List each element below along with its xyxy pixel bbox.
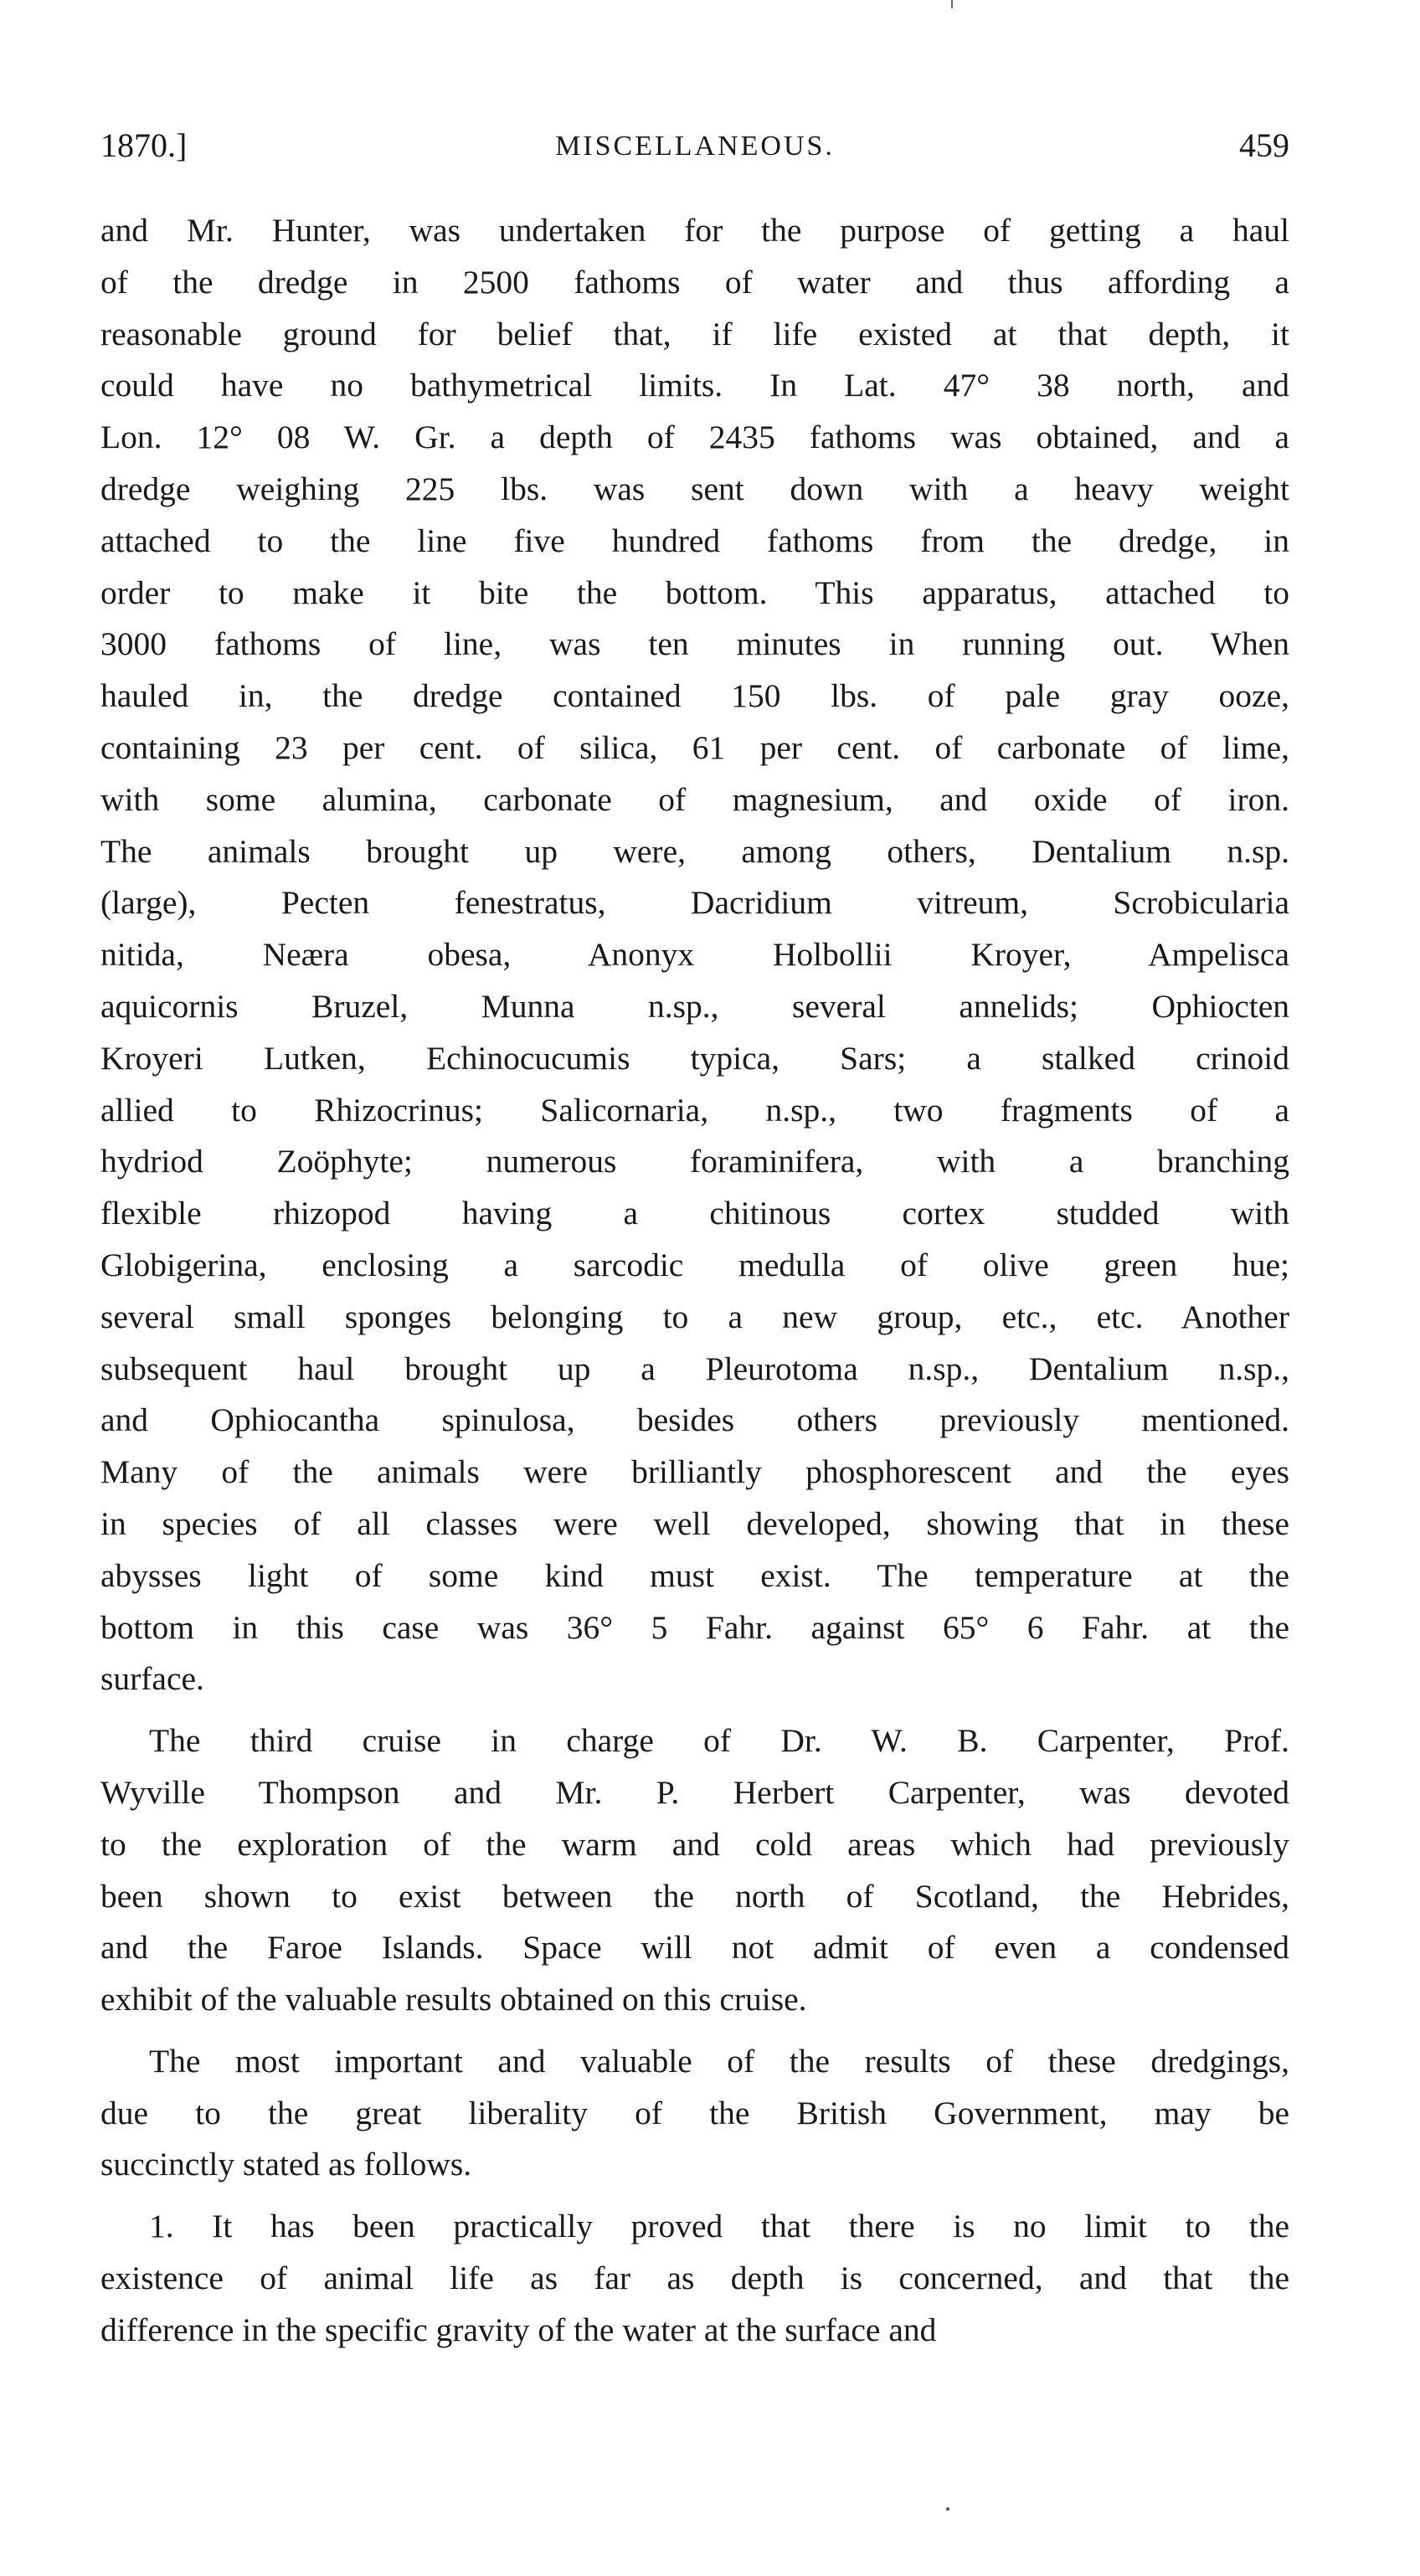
text-line: several small sponges belonging to a new group, etc., etc. Another [100, 1298, 1289, 1335]
paragraph-gap [100, 1705, 1289, 1715]
text-line: allied to Rhizocrinus; Salicornaria, n.sp., two fragments of a [100, 1091, 1289, 1129]
text-line: to the exploration of the warm and cold areas which had previously [100, 1825, 1289, 1863]
text-line: attached to the line five hundred fathoms from the dredge, in [100, 522, 1289, 559]
text-line: and Ophiocantha spinulosa, besides others previously mentioned. [100, 1401, 1289, 1439]
text-line: Wyville Thompson and Mr. P. Herbert Carpenter, was devoted [100, 1773, 1289, 1811]
text-line: and the Faroe Islands. Space will not admit of even a condensed [100, 1929, 1289, 1967]
text-line: The third cruise in charge of Dr. W. B. Carpenter, Prof. [149, 1722, 1289, 1760]
text-line: (large), Pecten fenestratus, Dacridium vitreum, Scrobicularia [100, 884, 1289, 922]
text-line: been shown to exist between the north of Scotland, the Hebrides, [100, 1877, 1289, 1915]
text-line: bottom in this case was 36° 5 Fahr. against 65° 6 Fahr. at the [100, 1608, 1289, 1646]
text-line: reasonable ground for belief that, if life existed at that depth, it [100, 315, 1289, 352]
text-line: surface. [100, 1660, 204, 1698]
text-line: in species of all classes were well developed, showing that in these [100, 1504, 1289, 1542]
text-line: 1. It has been practically proved that there is no limit to the [149, 2208, 1289, 2245]
paragraph-gap [100, 2026, 1289, 2036]
body-text [100, 205, 1289, 2357]
page-number: 459 [1239, 126, 1289, 164]
paragraph-3 [100, 2036, 1289, 2191]
paragraph-4 [100, 2201, 1289, 2356]
text-line: subsequent haul brought up a Pleurotoma n.sp., Dentalium n.sp., [100, 1350, 1289, 1387]
paragraph-gap [100, 2191, 1289, 2201]
text-line: abysses light of some kind must exist. The temperature at the [100, 1556, 1289, 1594]
top-edge-mark [951, 0, 953, 8]
text-line: difference in the specific gravity of the water at the surface and [100, 2311, 937, 2348]
text-line: with some alumina, carbonate of magnesium, and oxide of iron. [100, 780, 1289, 818]
text-line: Lon. 12° 08 W. Gr. a depth of 2435 fathoms was obtained, and a [100, 419, 1289, 456]
text-line: hydriod Zoöphyte; numerous foraminifera, with a branching [100, 1143, 1289, 1180]
text-line: nitida, Neæra obesa, Anonyx Holbollii Kroyer, Ampelisca [100, 936, 1289, 974]
running-header [100, 126, 1289, 176]
text-line: hauled in, the dredge contained 150 lbs. of pale gray ooze, [100, 677, 1289, 715]
text-line: order to make it bite the bottom. This apparatus, attached to [100, 573, 1289, 611]
text-line: and Mr. Hunter, was undertaken for the purpose of getting a haul [100, 212, 1289, 249]
paragraph-1 [100, 205, 1289, 1705]
text-line: Globigerina, enclosing a sarcodic medulla of olive green hue; [100, 1246, 1289, 1283]
text-line: could have no bathymetrical limits. In Lat. 47° 38 north, and [100, 367, 1289, 404]
text-line: existence of animal life as far as depth is concerned, and that the [100, 2260, 1289, 2297]
text-line: 3000 fathoms of line, was ten minutes in running out. When [100, 625, 1289, 663]
text-line: containing 23 per cent. of silica, 61 per cent. of carbonate of lime, [100, 728, 1289, 766]
text-line: of the dredge in 2500 fathoms of water and thus affording a [100, 263, 1289, 301]
text-line: exhibit of the valuable results obtained on this cruise. [100, 1981, 807, 2018]
text-line: The animals brought up were, among others, Dentalium n.sp. [100, 832, 1289, 870]
page-speck [946, 2507, 949, 2511]
text-line: Many of the animals were brilliantly phosphorescent and the eyes [100, 1453, 1289, 1491]
header-title: MISCELLANEOUS. [555, 131, 835, 162]
text-line: The most important and valuable of the results of these dredgings, [149, 2042, 1289, 2080]
text-line: succinctly stated as follows. [100, 2146, 472, 2183]
header-year: 1870.] [100, 126, 188, 164]
text-line: aquicornis Bruzel, Munna n.sp., several annelids; Ophiocten [100, 987, 1289, 1025]
text-line: due to the great liberality of the British Government, may be [100, 2094, 1289, 2131]
text-line: Kroyeri Lutken, Echinocucumis typica, Sars; a stalked crinoid [100, 1039, 1289, 1077]
paragraph-2 [100, 1715, 1289, 2026]
text-line: flexible rhizopod having a chitinous cortex studded with [100, 1195, 1289, 1232]
text-line: dredge weighing 225 lbs. was sent down with a heavy weight [100, 470, 1289, 507]
